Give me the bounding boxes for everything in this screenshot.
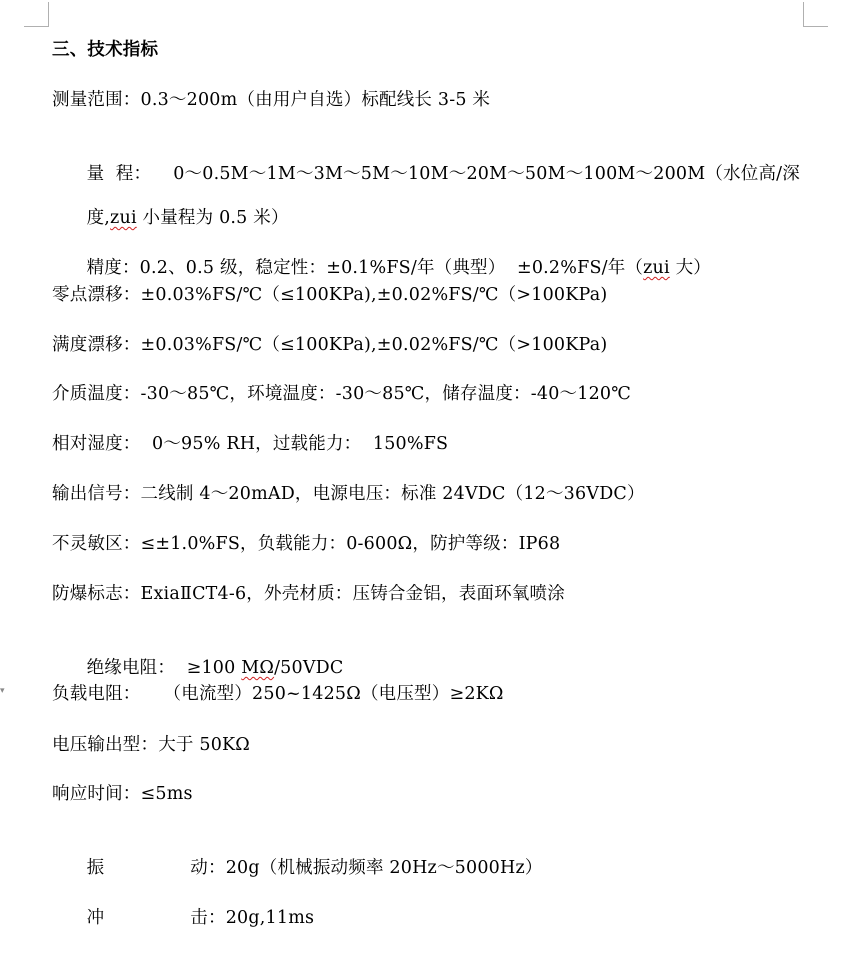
spec-text: 度, <box>86 208 111 228</box>
spec-label: 动： <box>190 858 226 878</box>
spec-line-explosion: 防爆标志：ExiaⅡCT4-6，外壳材质：压铸合金铝，表面环氧喷涂 <box>52 584 565 604</box>
spelling-flag: zui <box>110 208 137 228</box>
spec-line-humidity: 相对湿度： 0～95% RH，过载能力： 150%FS <box>52 434 449 454</box>
spec-value: 20g,11ms <box>225 908 315 928</box>
spec-line-span-drift: 满度漂移：±0.03%FS/℃（≤100KPa),±0.02%FS/℃（>100KPa) <box>52 335 608 355</box>
spelling-flag: zui <box>643 258 670 278</box>
spec-line-deadband: 不灵敏区：≤±1.0%FS，负载能力：0-600Ω，防护等级：IP68 <box>52 534 561 554</box>
spec-value: 20g（机械振动频率 20Hz～5000Hz） <box>225 858 543 878</box>
spec-text: 绝缘电阻： ≥100 <box>86 658 242 678</box>
spec-text: 大） <box>669 258 711 278</box>
spec-line-load: 负载电阻： （电流型）250~1425Ω（电压型）≥2KΩ <box>52 684 504 704</box>
spec-line-shock <box>52 882 314 954</box>
spec-label: 冲 <box>86 908 105 928</box>
paragraph-marker-icon: ▾ <box>0 686 5 696</box>
spec-label: 量 程： <box>86 164 152 184</box>
spec-label: 击： <box>190 908 226 928</box>
crop-mark-top-right <box>803 2 828 27</box>
spec-line-output: 输出信号：二线制 4～20mAD，电源电压：标准 24VDC（12～36VDC） <box>52 484 645 504</box>
spec-line-temperature: 介质温度：-30～85℃，环境温度：-30～85℃，储存温度：-40～120℃ <box>52 384 632 404</box>
spec-line-response: 响应时间：≤5ms <box>52 784 193 804</box>
spec-line-zero-drift: 零点漂移：±0.03%FS/℃（≤100KPa),±0.02%FS/℃（>100KPa) <box>52 285 608 305</box>
spelling-flag: MΩ <box>241 658 275 678</box>
spec-text: 精度：0.2、0.5 级，稳定性：±0.1%FS/年（典型） ±0.2%FS/年（ <box>86 258 644 278</box>
spec-line-range: 测量范围：0.3～200m（由用户自选）标配线长 3-5 米 <box>52 90 491 110</box>
spec-line-voltage-output: 电压输出型：大于 50KΩ <box>52 735 251 755</box>
spec-text: /50VDC <box>274 658 344 678</box>
section-heading: 三、技术指标 <box>52 40 159 60</box>
crop-mark-top-left <box>24 2 49 27</box>
spec-label: 振 <box>86 858 105 878</box>
spec-value: 0～0.5M～1M～3M～5M～10M～20M～50M～100M～200M（水位高/深 <box>173 164 800 184</box>
spec-text: 小量程为 0.5 米） <box>136 208 289 228</box>
